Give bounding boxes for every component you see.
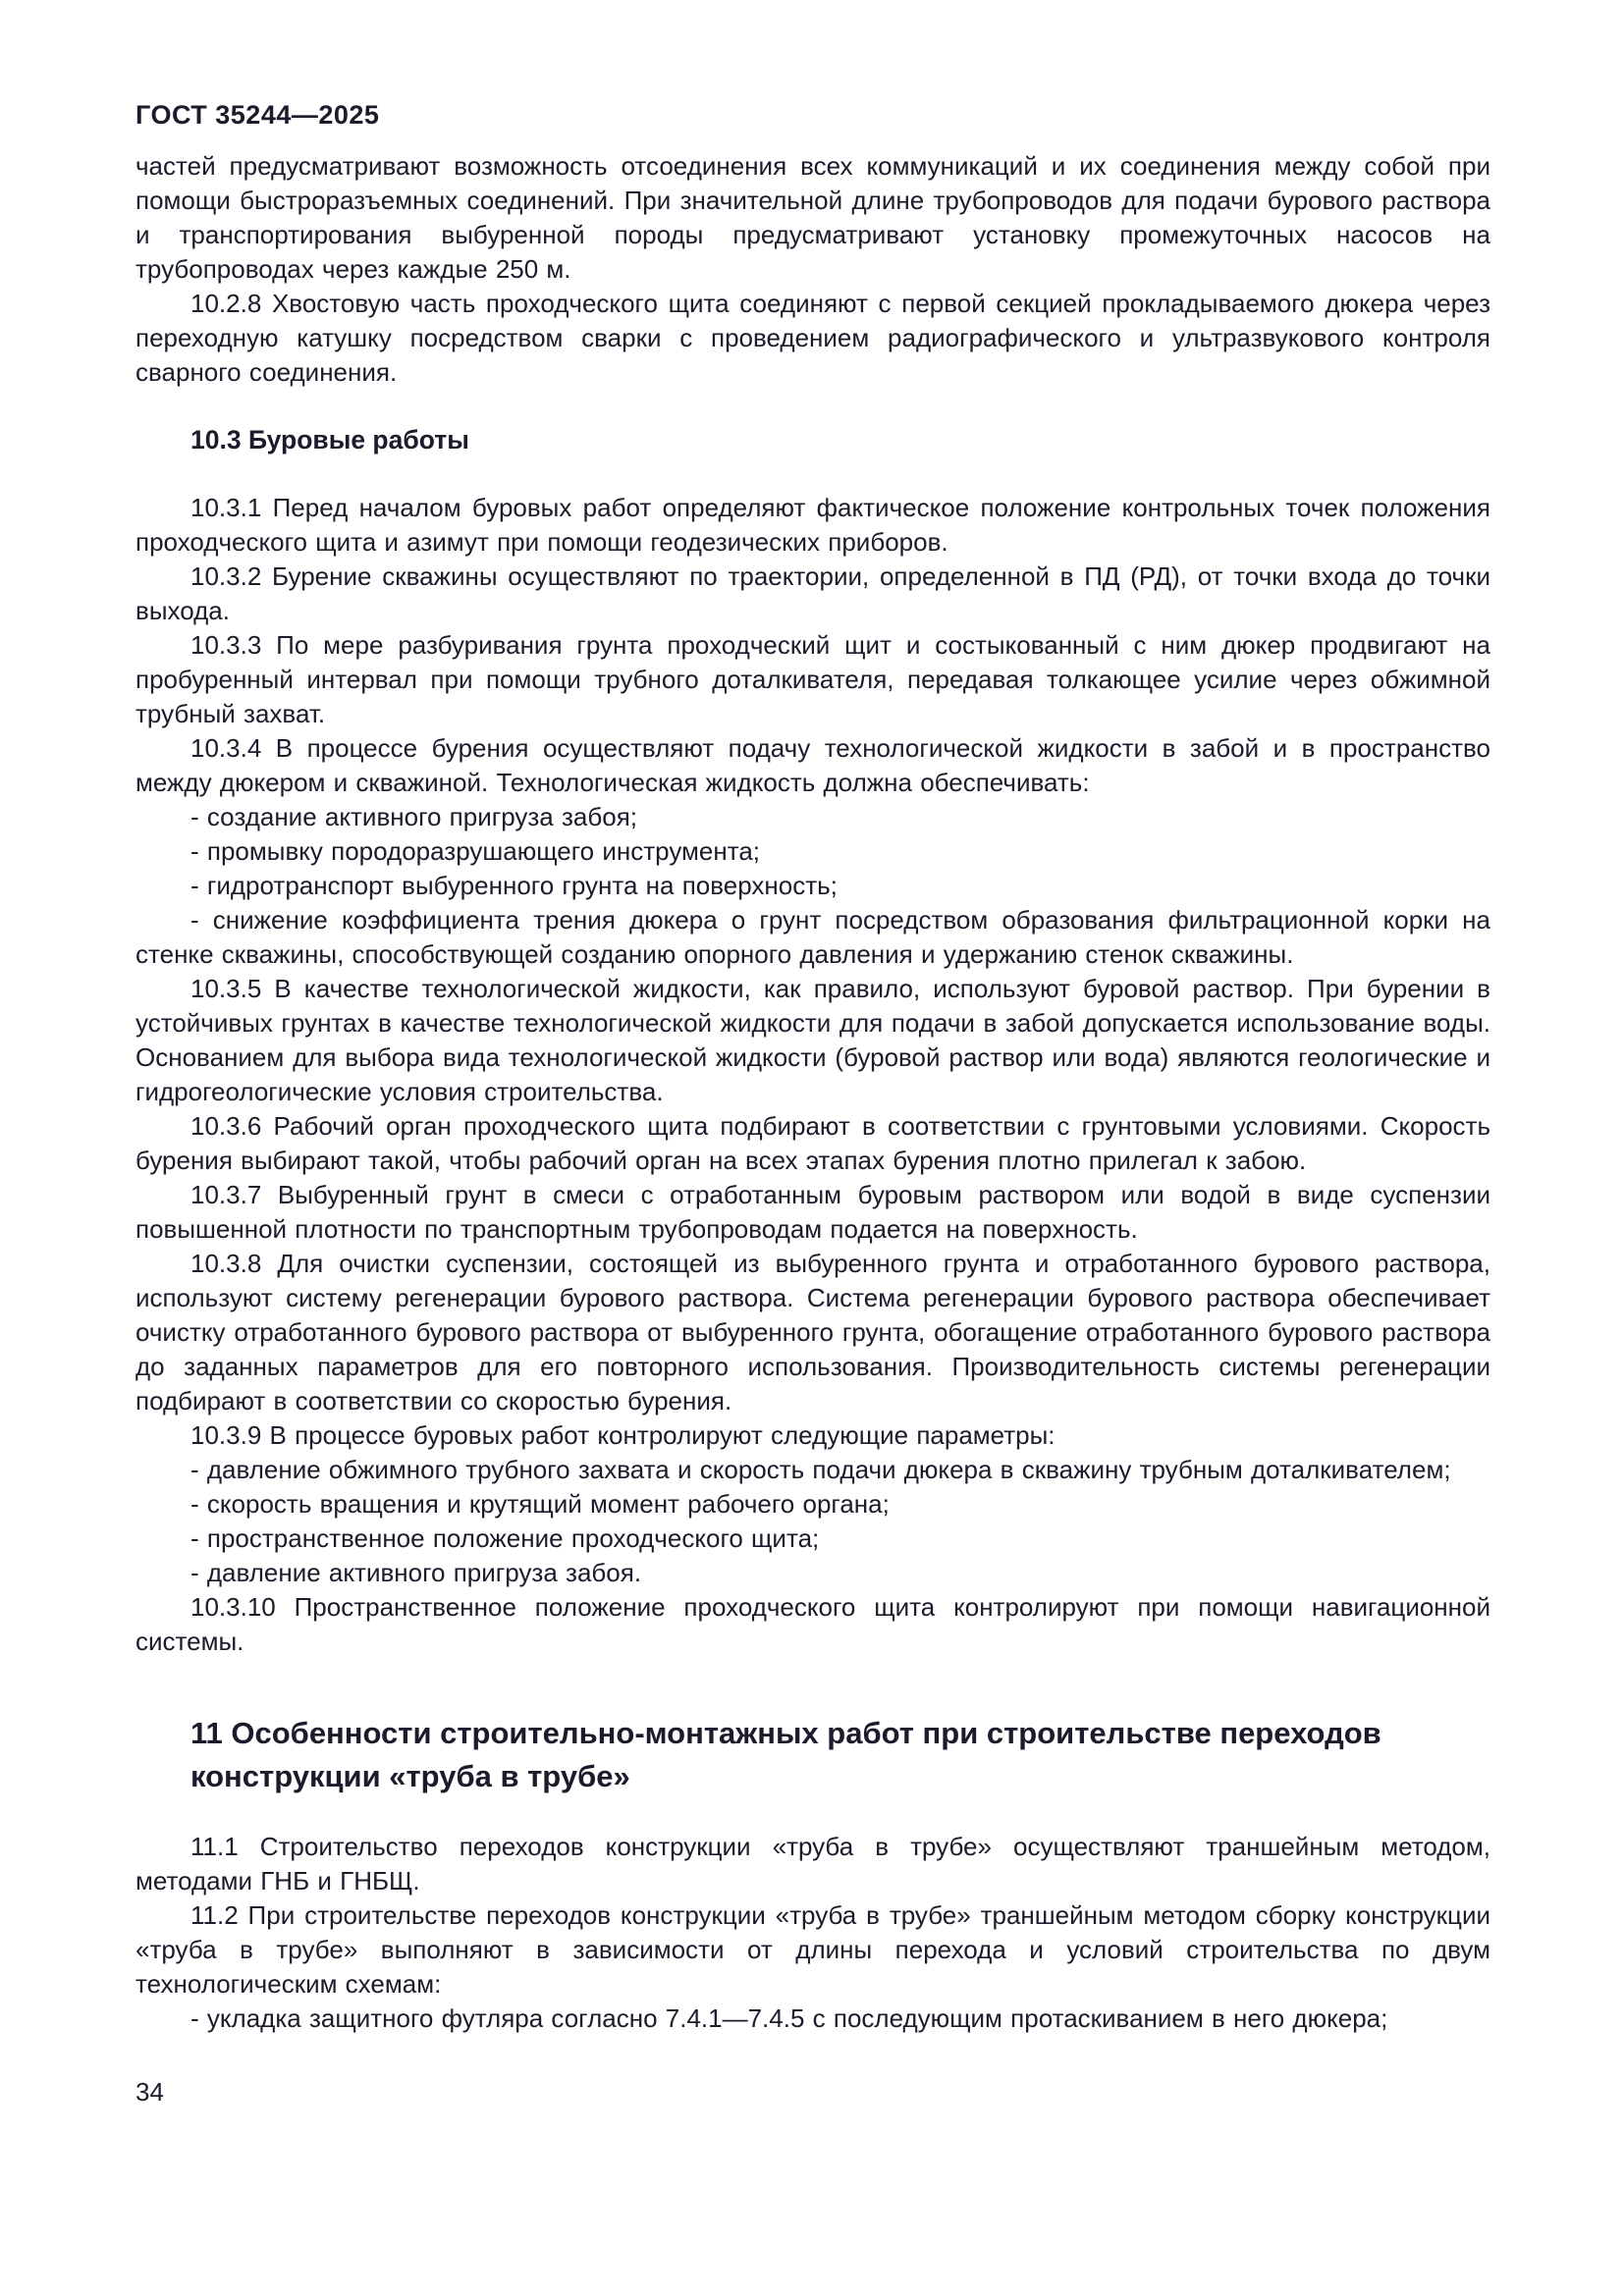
list-item: - создание активного пригруза забоя;: [190, 802, 638, 831]
paragraph: 10.3.2 Бурение скважины осуществляют по траектории, определенной в ПД (РД), от точки входа до точки выхода.: [135, 561, 1490, 625]
paragraph: 10.3.6 Рабочий орган проходческого щита подбирают в соответствии с грунтовыми условиями. Скорость бурения выбирают такой, чтобы рабочий орган на всех этапах бурения плотно прилегал к забою.: [135, 1111, 1490, 1175]
paragraph: частей предусматривают возможность отсоединения всех коммуникаций и их соединения между собой при помощи быстроразъемных соединений. При значительной длине трубопроводов для подачи бурового раствора и транспортирования выбуренной породы предусматривают установку промежуточных насосов на трубопроводах через каждые 250 м.: [135, 151, 1490, 284]
chapter-heading: 11 Особенности строительно-монтажных работ при строительстве переходов конструкции «труба в трубе»: [190, 1716, 1381, 1793]
paragraph: 10.3.4 В процессе бурения осуществляют подачу технологической жидкости в забой и в пространство между дюкером и скважиной. Технологическая жидкость должна обеспечивать:: [135, 733, 1490, 797]
paragraph: 11.2 При строительстве переходов конструкции «труба в трубе» траншейным методом сборку конструкции «труба в трубе» выполняют в зависимости от длины перехода и условий строительства по двум технологическим схемам:: [135, 1900, 1490, 1999]
paragraph: 10.3.1 Перед началом буровых работ определяют фактическое положение контрольных точек положения проходческого щита и азимут при помощи геодезических приборов.: [135, 493, 1490, 557]
paragraph: 10.3.3 По мере разбуривания грунта проходческий щит и состыкованный с ним дюкер продвигают на пробуренный интервал при помощи трубного доталкивателя, передавая толкающее усилие через обжимной трубный захват.: [135, 630, 1490, 728]
list-item: - снижение коэффициента трения дюкера о грунт посредством образования фильтрационной корки на стенке скважины, способствующей созданию опорного давления и удержанию стенок скважины.: [135, 905, 1490, 969]
list-item: - давление активного пригруза забоя.: [190, 1558, 642, 1587]
list-item: - гидротранспорт выбуренного грунта на поверхность;: [190, 871, 838, 900]
paragraph: 10.3.9 В процессе буровых работ контролируют следующие параметры:: [190, 1420, 1056, 1450]
list-item: - пространственное положение проходческого щита;: [190, 1523, 820, 1553]
paragraph: 10.3.5 В качестве технологической жидкости, как правило, используют буровой раствор. При бурении в устойчивых грунтах в качестве технологической жидкости для подачи в забой допускается использование воды. Основанием для выбора вида технологической жидкости (буровой раствор или вода) являются геологические и гидрогеологические условия строительства.: [135, 974, 1490, 1106]
paragraph: 10.2.8 Хвостовую часть проходческого щита соединяют с первой секцией прокладываемого дюкера через переходную катушку посредством сварки с проведением радиографического и ультразвукового контроля сварного соединения.: [135, 289, 1490, 387]
page-number: 34: [135, 2077, 164, 2107]
paragraph: 11.1 Строительство переходов конструкции «труба в трубе» осуществляют траншейным методом, методами ГНБ и ГНБЩ.: [135, 1832, 1490, 1896]
paragraph: 10.3.7 Выбуренный грунт в смеси с отработанным буровым раствором или водой в виде суспензии повышенной плотности по транспортным трубопроводам подается на поверхность.: [135, 1180, 1490, 1244]
list-item: - промывку породоразрушающего инструмента;: [190, 836, 761, 866]
paragraph: 10.3.10 Пространственное положение проходческого щита контролируют при помощи навигационной системы.: [135, 1592, 1490, 1656]
section-heading: 10.3 Буровые работы: [190, 425, 469, 454]
running-header: ГОСТ 35244—2025: [135, 100, 380, 130]
list-item: - укладка защитного футляра согласно 7.4.1—7.4.5 с последующим протаскиванием в него дюкера;: [190, 2003, 1388, 2033]
list-item: - скорость вращения и крутящий момент рабочего органа;: [190, 1489, 890, 1519]
list-item: - давление обжимного трубного захвата и скорость подачи дюкера в скважину трубным доталкивателем;: [190, 1455, 1451, 1484]
document-content: [135, 149, 1490, 2107]
paragraph: 10.3.8 Для очистки суспензии, состоящей из выбуренного грунта и отработанного бурового раствора, используют систему регенерации бурового раствора. Система регенерации бурового раствора обеспечивает очистку отработанного бурового раствора от выбуренного грунта, обогащение отработанного бурового раствора до заданных параметров для его повторного использования. Производительность системы регенерации подбирают в соответствии со скоростью бурения.: [135, 1249, 1490, 1415]
